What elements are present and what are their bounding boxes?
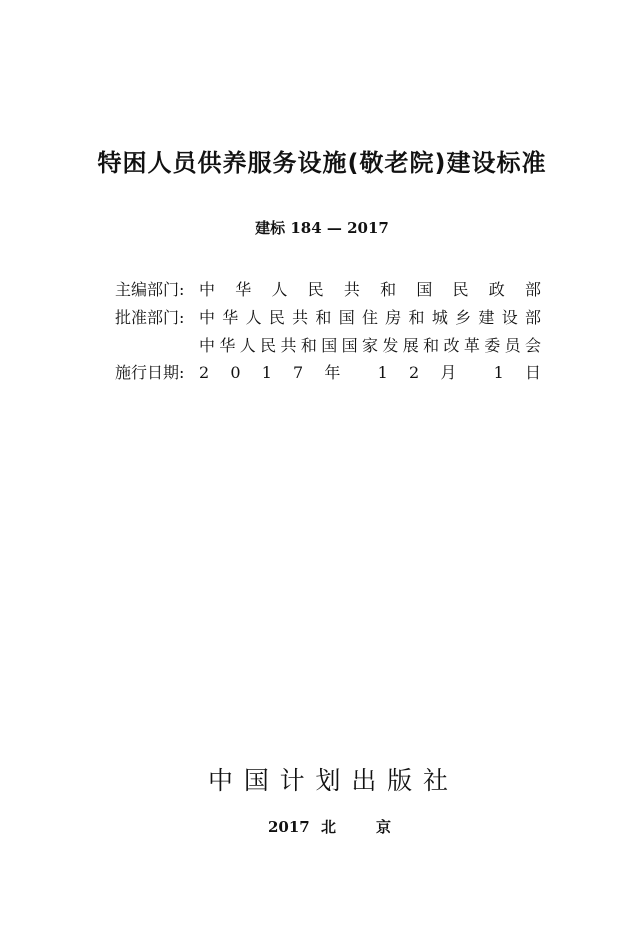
editor-value: 中 华 人 民 共 和 国 民 政 部 <box>199 280 541 299</box>
approver-label: 批准部门: <box>115 308 185 327</box>
approver-value-1: 中华人民共和国住房和城乡建设部 <box>199 308 541 327</box>
document-title: 特困人员供养服务设施(敬老院)建设标准 <box>97 149 547 177</box>
imprint-city-char-2: 京 <box>376 818 392 836</box>
standard-code: 建标 184 — 2017 <box>255 219 389 237</box>
imprint-city-char-1: 北 <box>321 818 337 836</box>
publisher-name: 中国计划出版社 <box>208 766 448 795</box>
approver-value-2: 中华人民共和国国家发展和改革委员会 <box>199 336 541 355</box>
editor-label: 主编部门: <box>115 280 185 299</box>
date-value: 2 0 1 7 年 1 2 月 1 日 <box>199 363 541 382</box>
imprint-year: 2017 <box>268 818 310 836</box>
date-label: 施行日期: <box>115 363 185 382</box>
